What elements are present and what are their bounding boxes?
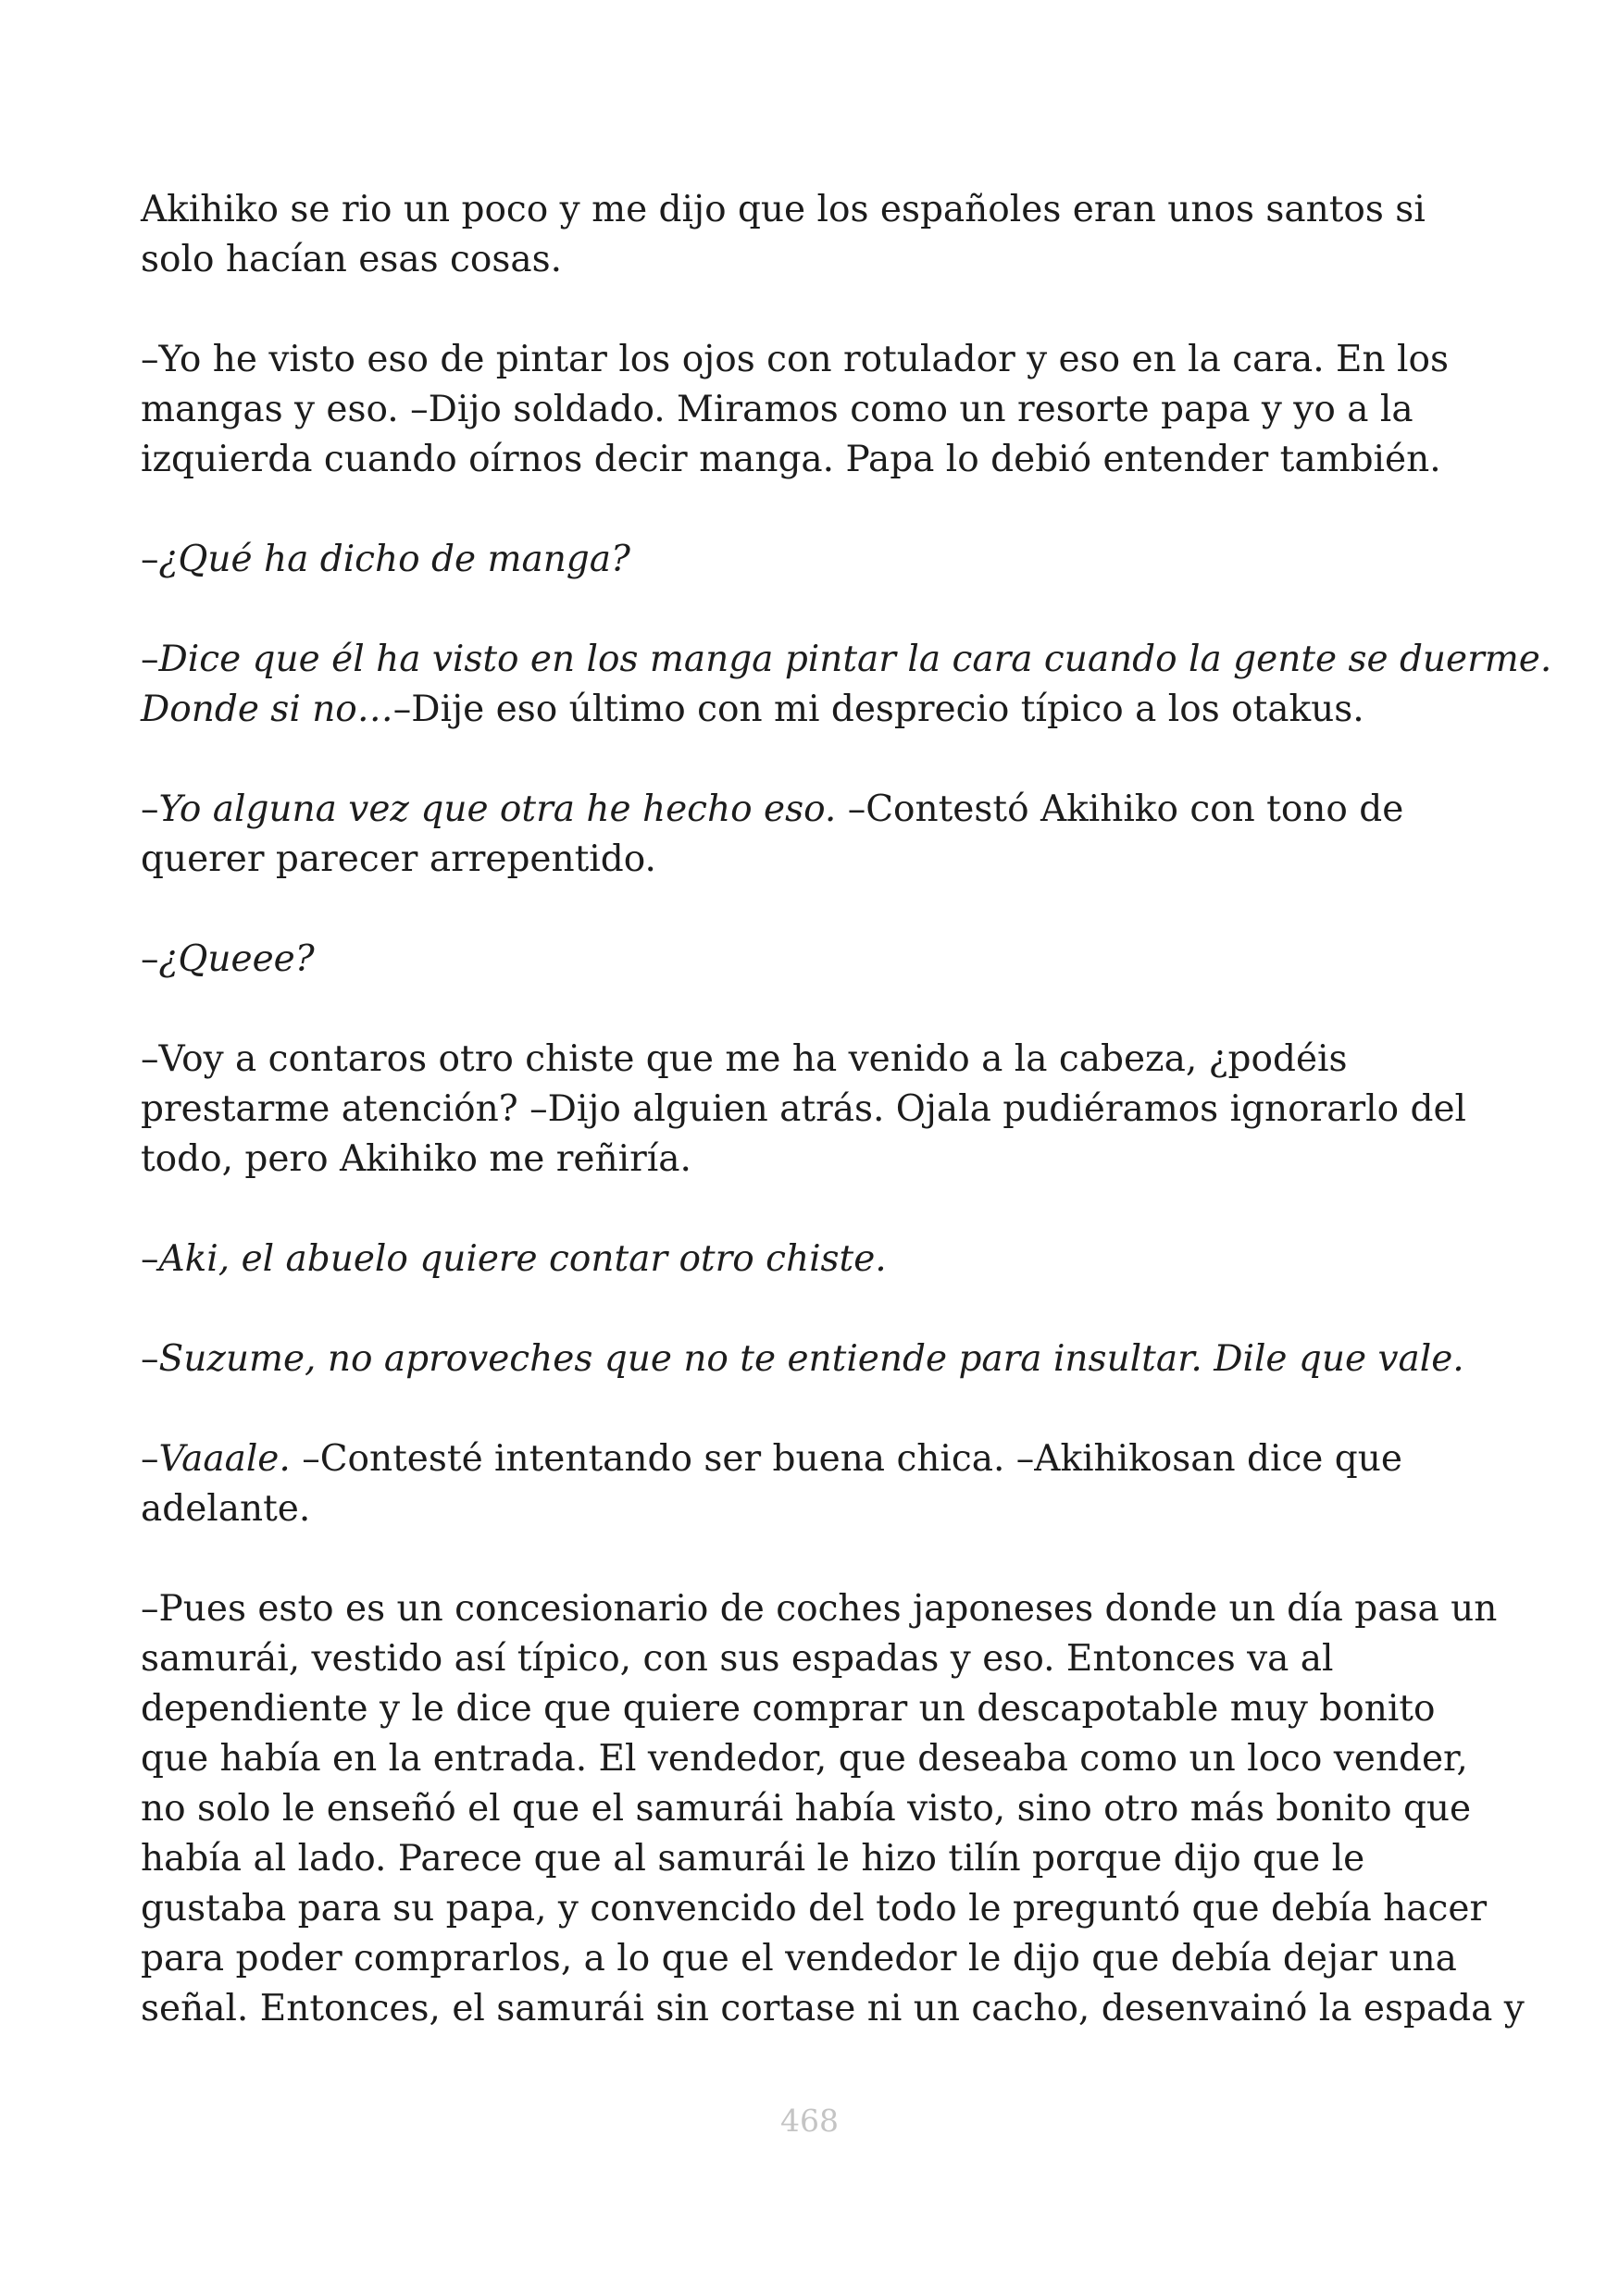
paragraph <box>141 1035 1501 1185</box>
text-line <box>141 1085 1501 1135</box>
text-line <box>141 1484 1501 1534</box>
text-line <box>141 785 1501 835</box>
text-line <box>141 1634 1501 1684</box>
paragraph <box>141 535 1501 585</box>
text-segment: –Voy a contaros otro chiste que me ha venido a la cabeza, ¿podéis <box>141 1038 1348 1080</box>
text-segment: – <box>141 1338 159 1380</box>
paragraph <box>141 1334 1501 1384</box>
text-line <box>141 1734 1501 1784</box>
text-line <box>141 435 1501 485</box>
text-line <box>141 1884 1501 1934</box>
text-line <box>141 1984 1525 2034</box>
text-segment: había al lado. Parece que al samurái le hizo tilín porque dijo que le <box>141 1838 1365 1880</box>
text-segment: – <box>141 788 159 830</box>
text-line <box>141 1684 1501 1734</box>
paragraph <box>141 1434 1501 1534</box>
text-segment: – <box>141 539 159 580</box>
paragraph <box>141 785 1501 885</box>
text-line <box>141 1434 1501 1484</box>
text-segment: –Dije eso último con mi desprecio típico a los otakus. <box>392 689 1364 730</box>
italic-text-segment: Dice que él ha visto en los manga pintar la cara cuando la gente se duerme. <box>158 639 1552 680</box>
text-segment: adelante. <box>141 1488 311 1530</box>
paragraph <box>141 1584 1525 2034</box>
italic-text-segment: ¿Qué ha dicho de manga? <box>158 539 630 580</box>
text-segment: –Contestó Akihiko con tono de <box>836 788 1404 830</box>
text-line <box>141 685 1501 735</box>
italic-text-segment: Aki, el abuelo quiere contar otro chiste. <box>158 1238 887 1280</box>
text-line <box>141 335 1501 385</box>
text-segment: para poder comprarlos, a lo que el vendedor le dijo que debía dejar una <box>141 1938 1457 1980</box>
paragraph <box>141 1235 1501 1285</box>
text-segment: –Yo he visto eso de pintar los ojos con rotulador y eso en la cara. En los <box>141 339 1449 380</box>
italic-text-segment: Yo alguna vez que otra he hecho eso. <box>158 788 837 830</box>
text-segment: gustaba para su papa, y convencido del todo le preguntó que debía hacer <box>141 1888 1488 1930</box>
text-segment: señal. Entonces, el samurái sin cortase ni un cacho, desenvainó la espada y <box>141 1988 1525 2029</box>
text-segment: –Contesté intentando ser buena chica. –Akihikosan dice que <box>290 1438 1402 1480</box>
page-number: 468 <box>780 2103 839 2139</box>
text-segment: – <box>141 1238 159 1280</box>
text-line <box>141 635 1552 685</box>
paragraph <box>141 935 1501 985</box>
paragraph <box>141 335 1501 485</box>
text-line <box>141 1035 1501 1085</box>
text-line <box>141 1334 1501 1384</box>
text-segment: que había en la entrada. El vendedor, que deseaba como un loco vender, <box>141 1738 1468 1780</box>
text-segment: todo, pero Akihiko me reñiría. <box>141 1138 691 1180</box>
text-segment: querer parecer arrepentido. <box>141 838 656 880</box>
paragraph <box>141 635 1552 735</box>
text-segment: – <box>141 938 159 980</box>
text-line <box>141 935 1501 985</box>
text-line <box>141 185 1501 235</box>
text-segment: solo hacían esas cosas. <box>141 239 563 280</box>
text-line <box>141 1135 1501 1185</box>
text-segment: no solo le enseñó el que el samurái había visto, sino otro más bonito que <box>141 1788 1472 1830</box>
italic-text-segment: Donde si no… <box>141 689 393 730</box>
text-segment: Akihiko se rio un poco y me dijo que los españoles eran unos santos si <box>141 189 1426 230</box>
italic-text-segment: Vaaale. <box>158 1438 291 1480</box>
text-segment: – <box>141 639 159 680</box>
text-line <box>141 1834 1501 1884</box>
text-line <box>141 535 1501 585</box>
italic-text-segment: Suzume, no aproveches que no te entiende para insultar. Dile que vale. <box>158 1338 1464 1380</box>
text-line <box>141 385 1501 435</box>
text-segment: prestarme atención? –Dijo alguien atrás. Ojala pudiéramos ignorarlo del <box>141 1088 1467 1130</box>
text-line <box>141 1584 1501 1634</box>
text-segment: izquierda cuando oírnos decir manga. Papa lo debió entender también. <box>141 439 1441 480</box>
body-text <box>141 185 1552 2084</box>
text-line <box>141 1934 1501 1984</box>
text-segment: samurái, vestido así típico, con sus espadas y eso. Entonces va al <box>141 1638 1334 1680</box>
italic-text-segment: ¿Queee? <box>158 938 315 980</box>
text-segment: mangas y eso. –Dijo soldado. Miramos como un resorte papa y yo a la <box>141 389 1414 430</box>
text-line <box>141 1235 1501 1285</box>
text-segment: –Pues esto es un concesionario de coches japoneses donde un día pasa un <box>141 1588 1498 1630</box>
text-line <box>141 1784 1501 1834</box>
text-segment: dependiente y le dice que quiere comprar un descapotable muy bonito <box>141 1688 1436 1730</box>
text-line <box>141 835 1501 885</box>
paragraph <box>141 185 1501 285</box>
text-segment: – <box>141 1438 159 1480</box>
text-line <box>141 235 1501 285</box>
